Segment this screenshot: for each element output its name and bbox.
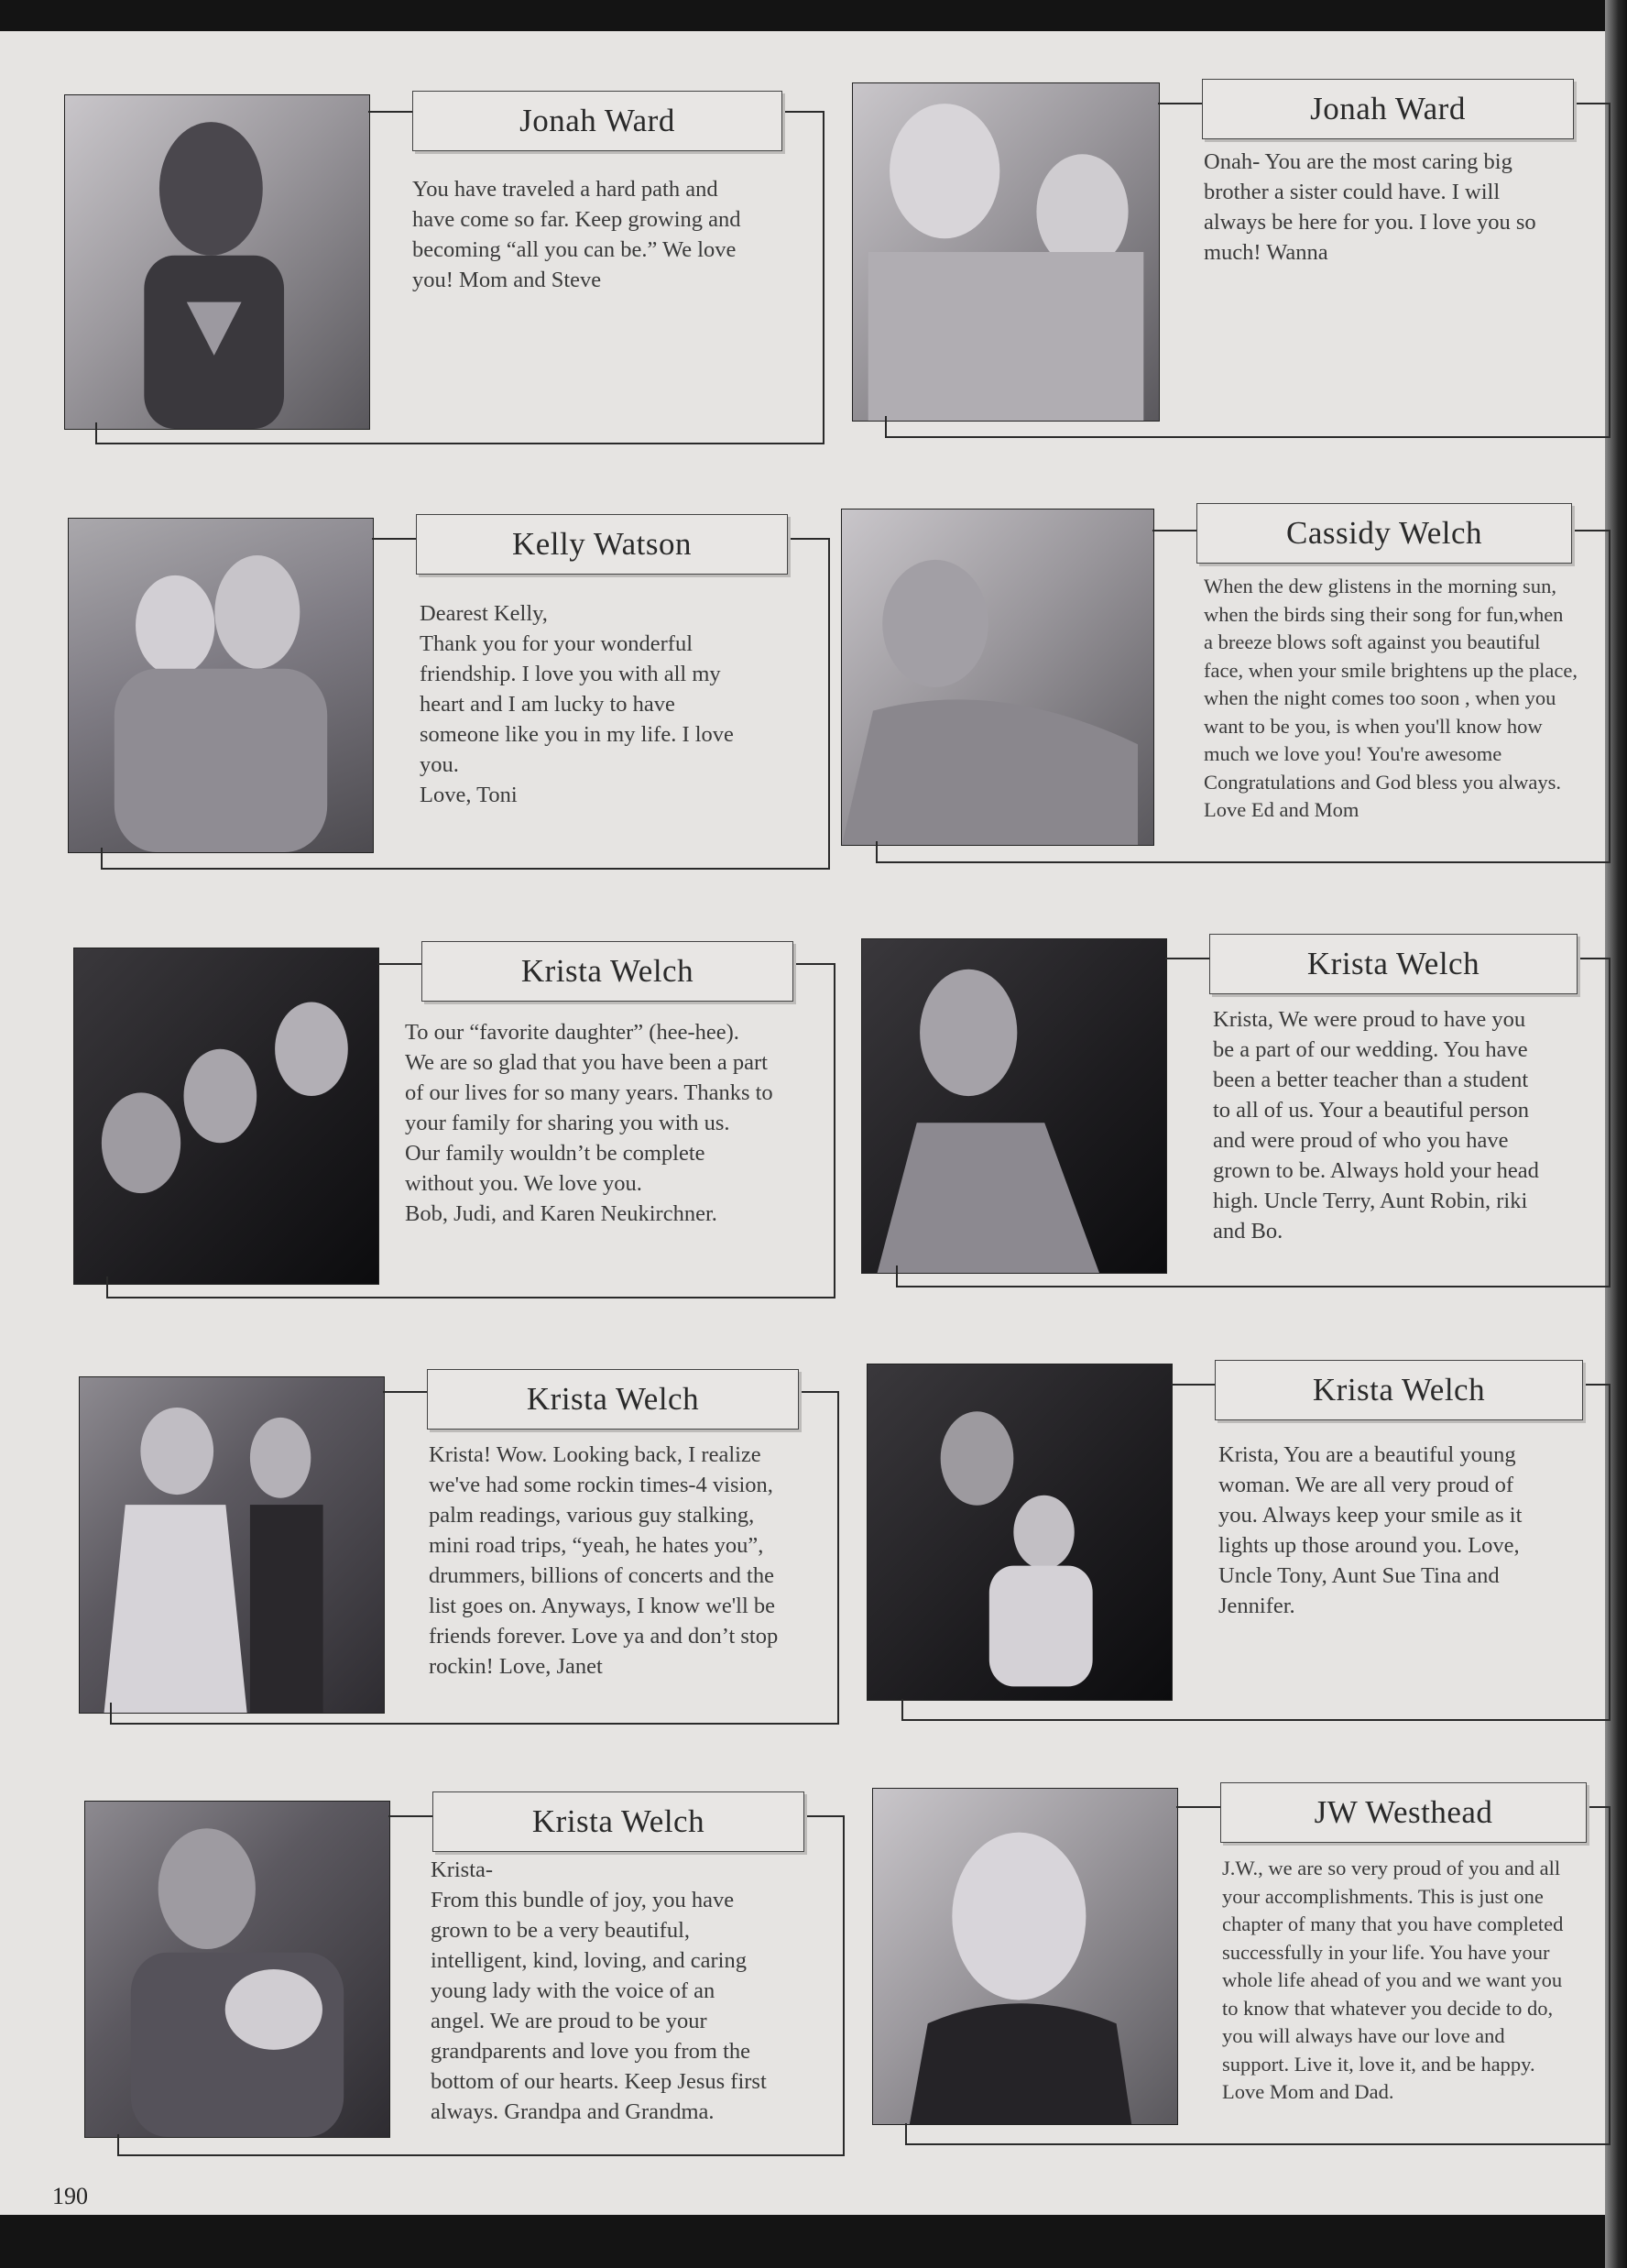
frame-connector [372,538,416,540]
entry-name: Krista Welch [432,1791,804,1852]
frame-top-tick [1581,1384,1609,1386]
frame-top-tick [1574,530,1609,531]
entry-message: You have traveled a hard path and have come so far. Keep growing and becoming “all you can be.” We love you! Mom and Steve [412,177,741,292]
frame-top-tick [1578,958,1609,959]
frame-connector [368,111,412,113]
entry-message: Onah- You are the most caring big brother a sister could have. I will always be here for you. I love you so much! Wanna [1204,149,1536,265]
entry-name: Cassidy Welch [1196,503,1572,564]
entry-name: Krista Welch [427,1369,799,1430]
frame-top-tick [803,1815,843,1817]
frame-top-tick [797,1391,837,1393]
frame-connector [1152,530,1196,531]
frame-connector [1176,1806,1220,1808]
frame-connector [1171,1384,1215,1386]
entry-name: Krista Welch [1209,934,1578,994]
entry-message: Krista- From this bundle of joy, you have grown to be a very beautiful, intelligent, kind, loving, and caring young lady with the voice of an angel. We are proud to be your grandparents and love you from the bottom of our hearts. Keep Jesus first always. Grandpa and Grandma. [431,1857,767,2124]
frame-connector [383,1391,427,1393]
frame-connector [377,963,421,965]
entry-message: When the dew glistens in the morning sun, when the birds sing their song for fun,when a breeze blows soft against you beautiful face, when your smile brightens up the place, when the night comes too soon , when you want to be you, is when you'll know how much we love you! You're awesome Congratulations and God bless you always. Love Ed and Mom [1204,575,1578,821]
entry-name: JW Westhead [1220,1782,1587,1843]
frame-top-tick [1574,103,1609,104]
page-number: 190 [52,2183,88,2209]
frame-top-tick [793,963,834,965]
entry-message: To our “favorite daughter” (hee-hee). We are so glad that you have been a part of our lives for so many years. Thanks to your family for sharing you with us. Our family wouldn’t be complete without you. We love you. Bob, Judi, and Karen Neukirchner. [405,1020,773,1226]
frame-top-tick [788,538,828,540]
frame-connector [388,1815,432,1817]
frame-connector [1158,103,1202,104]
entry-message: J.W., we are so very proud of you and all your accomplishments. This is just one chapter of many that you have completed successfully in your life. You have your whole life ahead of you and we want you to know that whatever you decide to do, you will always have our love and support. Live it, love it, and be happy. Love Mom and Dad. [1222,1857,1564,2103]
entry-name: Krista Welch [1215,1360,1583,1420]
entry-name: Kelly Watson [416,514,788,575]
entry-name: Krista Welch [421,941,793,1002]
entry-name: Jonah Ward [1202,79,1574,139]
entry-message: Krista, We were proud to have you be a part of our wedding. You have been a better teacher than a student to all of us. Your a beautiful person and were proud of who you have grown to be. Always hold your head high. Uncle Terry, Aunt Robin, riki and Bo. [1213,1007,1539,1244]
entry-message: Krista! Wow. Looking back, I realize we've had some rockin times-4 vision, palm readings, various guy stalking, mini road trips, “yeah, he hates you”, drummers, billions of concerts and the list goes on. Anyways, I know we'll be friends forever. Love ya and don’t stop rockin! Love, Janet [429,1442,779,1679]
entry-message: Krista, You are a beautiful young woman. We are all very proud of you. Always keep your smile as it lights up those around you. Love, Uncle Tony, Aunt Sue Tina and Jennifer. [1218,1442,1523,1618]
frame-connector [1165,958,1209,959]
frame-top-tick [782,111,823,113]
entry-name: Jonah Ward [412,91,782,151]
entry-message: Dearest Kelly, Thank you for your wonderful friendship. I love you with all my heart and I am lucky to have someone like you in my life. I love you. Love, Toni [420,601,734,807]
frame-top-tick [1585,1806,1609,1808]
